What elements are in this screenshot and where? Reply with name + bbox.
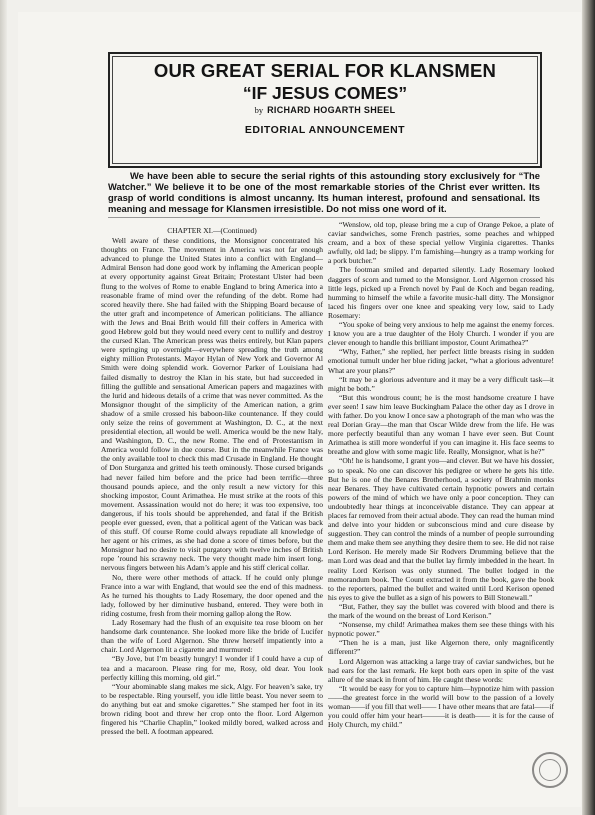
- paragraph: “Oh! he is handsome, I grant you—and clever. But we have his dossier, so to speak. No one can discover his pedigree or where he gets his title. But he is one of the Benares Brotherhood, a society of Brahmin monks near Benares. They have cultivated certain hypnotic powers and certain powers of the mind of which we have only a poor conception. They can undoubtedly hear things at inconceivable distance. They can appear at places far removed from their actual abode. They can read the human mind and delve into your hidden or subconscious mind and cure disease by suggestion. They can control the minds of a number of people surrounding them and make them see anything they desire them to see. He did not raise Lord Kerison. He merely made Sir Rodvers Drumming believe that the man Lord was dead and that the bullet lay firmly imbedded in the heart. In reality Lord Kerison was only stunned. The bullet lodged in the memorandum book. The Count extracted it from the book, gave the book to the reporters, palmed the bullet and waited until Lord Kerison opened his eyes to give the bullet as a sign of his powers to Bill Stonewall.”: [328, 456, 554, 602]
- byline-by: by: [254, 105, 264, 115]
- serial-title: OUR GREAT SERIAL FOR KLANSMEN: [153, 60, 497, 81]
- paragraph: The footman smiled and departed silently. Lady Rosemary looked daggers of scorn and turned to the Monsignor. Lord Algernon crossed his little legs, picked up a French novel by Paul de Koch and began reading, humming to himself the while a favorite music-hall ditty. The Monsignor laced his fingers over one knee and speaking very low, said to Lady Rosemary:: [328, 265, 554, 320]
- paragraph: “Nonsense, my child! Arimathea makes them see these things with his hypnotic power.”: [328, 620, 554, 639]
- editorial-announcement-heading: EDITORIAL ANNOUNCEMENT: [244, 124, 406, 136]
- scan-edge-left: [0, 0, 7, 815]
- library-stamp-icon: [532, 752, 568, 788]
- paragraph: “It would be easy for you to capture him—hypnotize him with passion——the greatest force in the world will bow to the passion of a lovely woman——if you fill that well—— I have other means that are fatal——if you could offer him your heart———it is death—— it is for the cause of Holy Church, my child.”: [328, 683, 554, 730]
- section-divider: [108, 217, 540, 218]
- chapter-heading: CHAPTER XI.—(Continued): [167, 226, 257, 235]
- story-column-right: [328, 220, 554, 795]
- serial-header-box: [108, 52, 542, 168]
- paragraph: “You spoke of being very anxious to help me against the enemy forces. I know you are a true daughter of the Holy Church. I wonder if you are clever enough to handle this brilliant impostor, Count Arimathea?”: [328, 320, 554, 348]
- scan-edge-right: [582, 0, 595, 815]
- paragraph: “But this wondrous count; he is the most handsome creature I have ever seen! I saw him leave Buckingham Palace the other day as I drove in with father. Do you know I once saw a photograph of the man who was the real Dorian Gray—the man that Oscar Wilde drew from the life. He was more perfectly beautiful than any woman I have ever seen. But Count Arimathea is still more wonderful if you can imagine it. His face seems to breathe and glow with some magic life. Really, Monsignor, what is he?”: [328, 392, 554, 457]
- paragraph: “Wenslow, old top, please bring me a cup of Orange Pekoe, a plate of caviar sandwiches, some French pastries, some peaches and whipped cream, and a box of these special yellow Virginia cigarettes. Thanks awfully, old lad; be slippy. I’m famishing—hungry as a tramp working for a pork butcher.”: [328, 220, 554, 266]
- paragraph: “Why, Father,” she replied, her perfect little breasts rising in sudden emotional tumult under her blue riding jacket, “what a glorious adventure! What are your plans?”: [328, 347, 554, 375]
- paragraph: “Your abominable slang makes me sick, Algy. For heaven’s sake, try to be respectable. Ring yourself, you idle little beast. You never seem to do anything but eat and smoke cigarettes.” She stamped her foot in its brown riding boot and threw her crop onto the floor. Lord Algernon fingered his “Charlie Chaplin,” looked mildly bored, walked across and pressed the bell. A footman appeared.: [101, 681, 323, 737]
- editorial-announcement-text: We have been able to secure the serial rights of this astounding story exclusively for “The Watcher.” We believe it to be one of the most remarkable stories of the Christ ever written. Its grasp of world conditions is almost uncanny. Its human interest, profound and sensational. Its meaning and message for Klansmen irresistible. Do not miss one word of it.: [108, 170, 540, 214]
- byline: [110, 105, 540, 115]
- paragraph: Lady Rosemary had the flush of an exquisite tea rose bloom on her handsome dark countenance. She looked more like the bride of Lucifer than the wife of Lord Algernon. She threw herself impatiently into a chair. Lord Algernon lit a cigarette and murmured:: [101, 618, 323, 655]
- author-name: RICHARD HOGARTH SHEEL: [267, 105, 396, 115]
- story-column-left: [101, 226, 323, 801]
- story-title: “IF JESUS COMES”: [242, 83, 408, 103]
- paragraph: “By Jove, but I’m beastly hungry! I wonder if I could have a cup of tea and a macaroon. Please ring for me, Rosy, old dear. You look perfectly killing this morning, old girl.”: [101, 654, 323, 682]
- paragraph: “But, Father, they say the bullet was covered with blood and there is the mark of the wound on the breast of Lord Kerison.”: [328, 601, 554, 621]
- paragraph: Well aware of these conditions, the Monsignor concentrated his thoughts on France. The movement in America was not far enough advanced to plunge the United States into a conflict with England—Admiral Benson had done good work by inflaming the American people at every opportunity against Great Britain; Protestant Ulster had been flung to the wolves of Rome to enable England to bring America into a reasonable frame of mind over the refunding of the debt. Rome had scored heavily there. She had failed with the Shipping Board because of the utter graft and incompetence of American politicians. The alliance with the Jews and Bnai Brith would fill their coffers in America with good Hebrew gold but they would need every cent to nullify and destroy the cursed Klan. The American press was theirs entirely, but Klan papers were springing up overnight—everywhere spreading the truth among eighty million Protestants. Mayor Hylan of New York and Governor Al Smith were doing splendid work. Governor Parker of Louisiana had failed dismally to destroy the Klan in his state, but had succeeded in filling the gullible and sensational American papers and magazines with the lurid and hideous details of a crime that was never committed. As the Monsignor thought of the simplicity of the American nation, a grim shadow of a smile crossed his baboon-like countenance. If they could only seize the reins of government at Washington, D. C., at the next presidential election, all would be well. America would be the new Italy, and Washington, D. C., the new Rome. The end of Protestantism in America would follow in due course. But in the meanwhile France was the only available tool to check this mad Crusade in England. He thought of Don Sturganza and gritted his teeth ominously. Those cursed brigands had never failed him before and the price had been terrific—three thousand pounds apiece, and the only result a new victory for this shocking impostor, Count Arimathea. He must strike at the roots of this movement. Assassination would not do here; it was too expensive, too dangerous, if his tools should be apprehended, and fatal if the British people ever guessed, even, that a political agent of the Vatican was back of this stuff. Of course Rome could always repudiate all knowledge of her agent or his crimes, as she had done a score of times before, but the Monsignor had no desire to visit purgatory with twelve inches of British rope ’round his scrawny neck. The very thought made him insert long, nervous fingers between his Adam’s apple and his stiff clerical collar.: [101, 236, 323, 573]
- paragraph: No, there were other methods of attack. If he could only plunge France into a war with England, that would see the end of this madness. As he turned his thoughts to Lady Rosemary, the door opened and the lady, followed by her diminutive husband, entered. They were both in riding costume, fresh from their morning gallop along the Row.: [101, 572, 323, 618]
- paragraph: “Then he is a man, just like Algernon there, only magnificently different?”: [328, 638, 554, 657]
- paragraph: Lord Algernon was attacking a large tray of caviar sandwiches, but he had ears for the last remark. He kept both ears open in spite of the vast allure of the snack in front of him. He caught these words:: [328, 656, 554, 684]
- paragraph: “It may be a glorious adventure and it may be a very difficult task—it might be both.”: [328, 374, 554, 393]
